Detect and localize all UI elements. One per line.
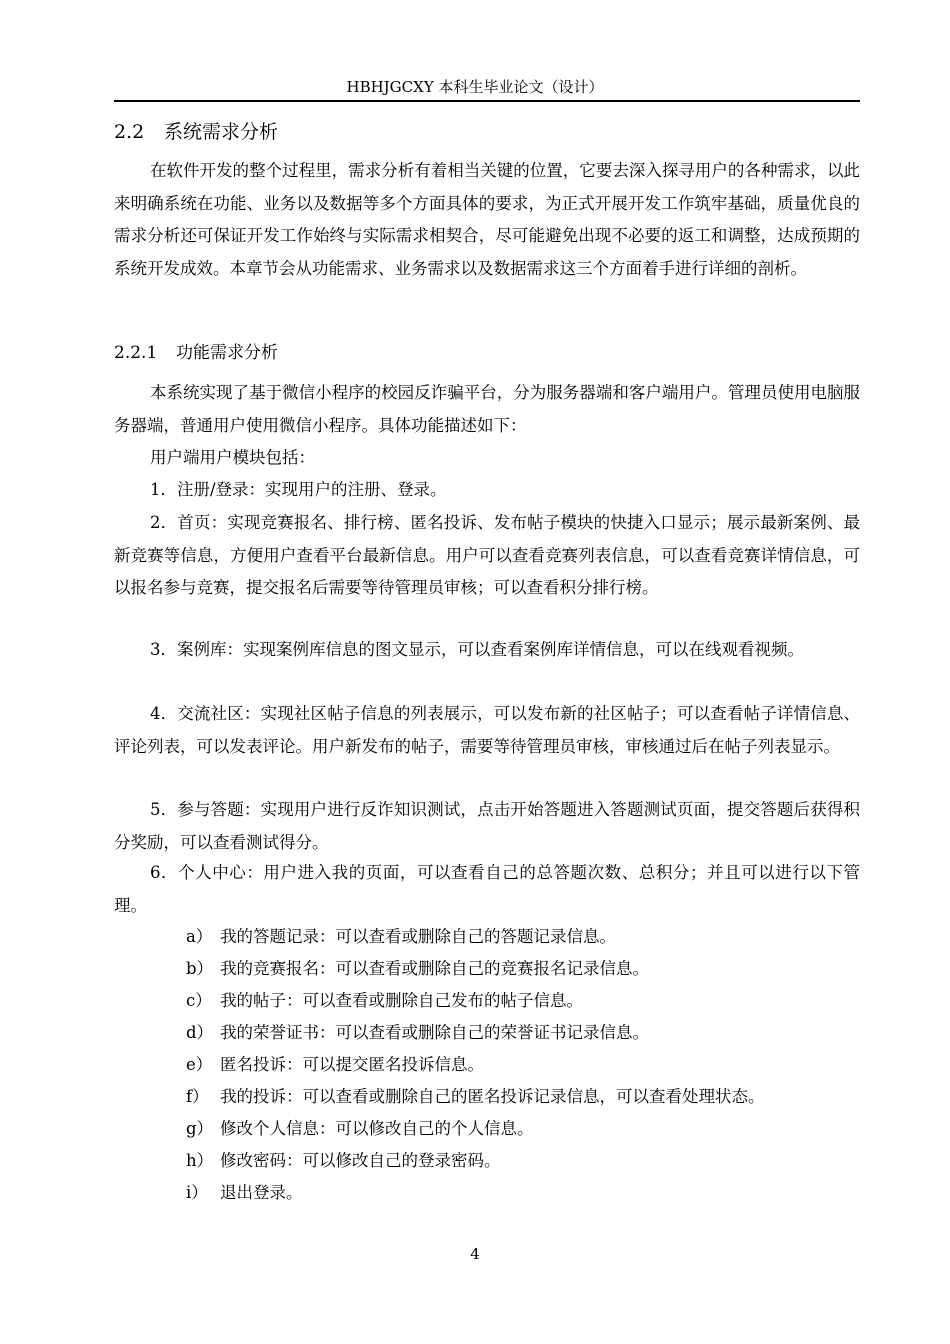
- sub-item-text: 我的竞赛报名：可以查看或删除自己的竞赛报名记录信息。: [220, 959, 649, 978]
- sub-item-text: 我的投诉：可以查看或删除自己的匿名投诉记录信息，可以查看处理状态。: [220, 1087, 765, 1106]
- sub-item-competition-signups: [186, 953, 649, 985]
- page-number: 4: [470, 1245, 480, 1263]
- list-item-personal-center: 6．个人中心：用户进入我的页面，可以查看自己的总答题次数、总积分；并且可以进行以下管理。: [114, 863, 860, 915]
- sub-item-text: 修改个人信息：可以修改自己的个人信息。: [220, 1119, 534, 1138]
- list-item-community: 4．交流社区：实现社区帖子信息的列表展示，可以发布新的社区帖子；可以查看帖子详情信息、评论列表，可以发表评论。用户新发布的帖子，需要等待管理员审核，审核通过后在帖子列表显示。: [114, 704, 860, 756]
- paragraph-system-overview: 本系统实现了基于微信小程序的校园反诈骗平台，分为服务器端和客户端用户。管理员使用电脑服务器端，普通用户使用微信小程序。具体功能描述如下：: [114, 383, 860, 435]
- sub-item-letter: g）: [186, 1119, 214, 1138]
- sub-item-anonymous-complaint: [186, 1049, 484, 1081]
- sub-item-text: 我的荣誉证书：可以查看或删除自己的荣誉证书记录信息。: [220, 1023, 649, 1042]
- sub-item-my-posts: [186, 985, 583, 1017]
- running-header: HBHJGCXY 本科生毕业论文（设计）: [346, 78, 604, 96]
- section-heading: [114, 119, 278, 145]
- sub-item-text: 匿名投诉：可以提交匿名投诉信息。: [220, 1055, 484, 1074]
- section-title: 系统需求分析: [164, 121, 279, 143]
- subsection-heading: [114, 341, 278, 365]
- list-item-quiz: 5．参与答题：实现用户进行反诈知识测试，点击开始答题进入答题测试页面，提交答题后获得积分奖励，可以查看测试得分。: [114, 800, 860, 852]
- sub-item-text: 退出登录。: [220, 1183, 303, 1202]
- list-item-home: 2．首页：实现竞赛报名、排行榜、匿名投诉、发布帖子模块的快捷入口显示；展示最新案例、最新竞赛等信息，方便用户查看平台最新信息。用户可以查看竞赛列表信息，可以查看竞赛详情信息，可以报名参与竞赛，提交报名后需要等待管理员审核；可以查看积分排行榜。: [114, 513, 860, 597]
- sub-item-letter: h）: [186, 1151, 214, 1170]
- sub-item-text: 我的帖子：可以查看或删除自己发布的帖子信息。: [220, 991, 583, 1010]
- sub-item-text: 修改密码：可以修改自己的登录密码。: [220, 1151, 501, 1170]
- list-item-register-login: 1．注册/登录：实现用户的注册、登录。: [150, 480, 447, 499]
- section-number: 2.2: [114, 121, 145, 143]
- sub-item-my-complaints: [186, 1081, 765, 1113]
- sub-item-letter: e）: [186, 1055, 213, 1074]
- list-item-case-library: 3．案例库：实现案例库信息的图文显示，可以查看案例库详情信息，可以在线观看视频。: [150, 640, 804, 659]
- sub-item-logout: [186, 1177, 303, 1209]
- intro-paragraph: 在软件开发的整个过程里，需求分析有着相当关键的位置，它要去深入探寻用户的各种需求，以此来明确系统在功能、业务以及数据等多个方面具体的要求，为正式开展开发工作筑牢基础，质量优良的需求分析还可保证开发工作始终与实际需求相契合，尽可能避免出现不必要的返工和调整，达成预期的系统开发成效。本章节会从功能需求、业务需求以及数据需求这三个方面着手进行详细的剖析。: [114, 161, 860, 278]
- sub-item-quiz-records: [186, 921, 616, 953]
- sub-item-letter: a）: [186, 927, 213, 946]
- sub-item-letter: c）: [186, 991, 212, 1010]
- sub-item-letter: i）: [186, 1183, 208, 1202]
- header-rule: [114, 100, 860, 102]
- sub-item-honor-certificates: [186, 1017, 649, 1049]
- subsection-title: 功能需求分析: [176, 343, 278, 363]
- subsection-number: 2.2.1: [114, 343, 158, 363]
- sub-item-edit-profile: [186, 1113, 534, 1145]
- paragraph-user-module: 用户端用户模块包括：: [150, 448, 315, 467]
- sub-item-letter: f）: [186, 1087, 209, 1106]
- sub-item-letter: b）: [186, 959, 214, 978]
- sub-item-letter: d）: [186, 1023, 214, 1042]
- sub-item-text: 我的答题记录：可以查看或删除自己的答题记录信息。: [220, 927, 616, 946]
- sub-item-change-password: [186, 1145, 501, 1177]
